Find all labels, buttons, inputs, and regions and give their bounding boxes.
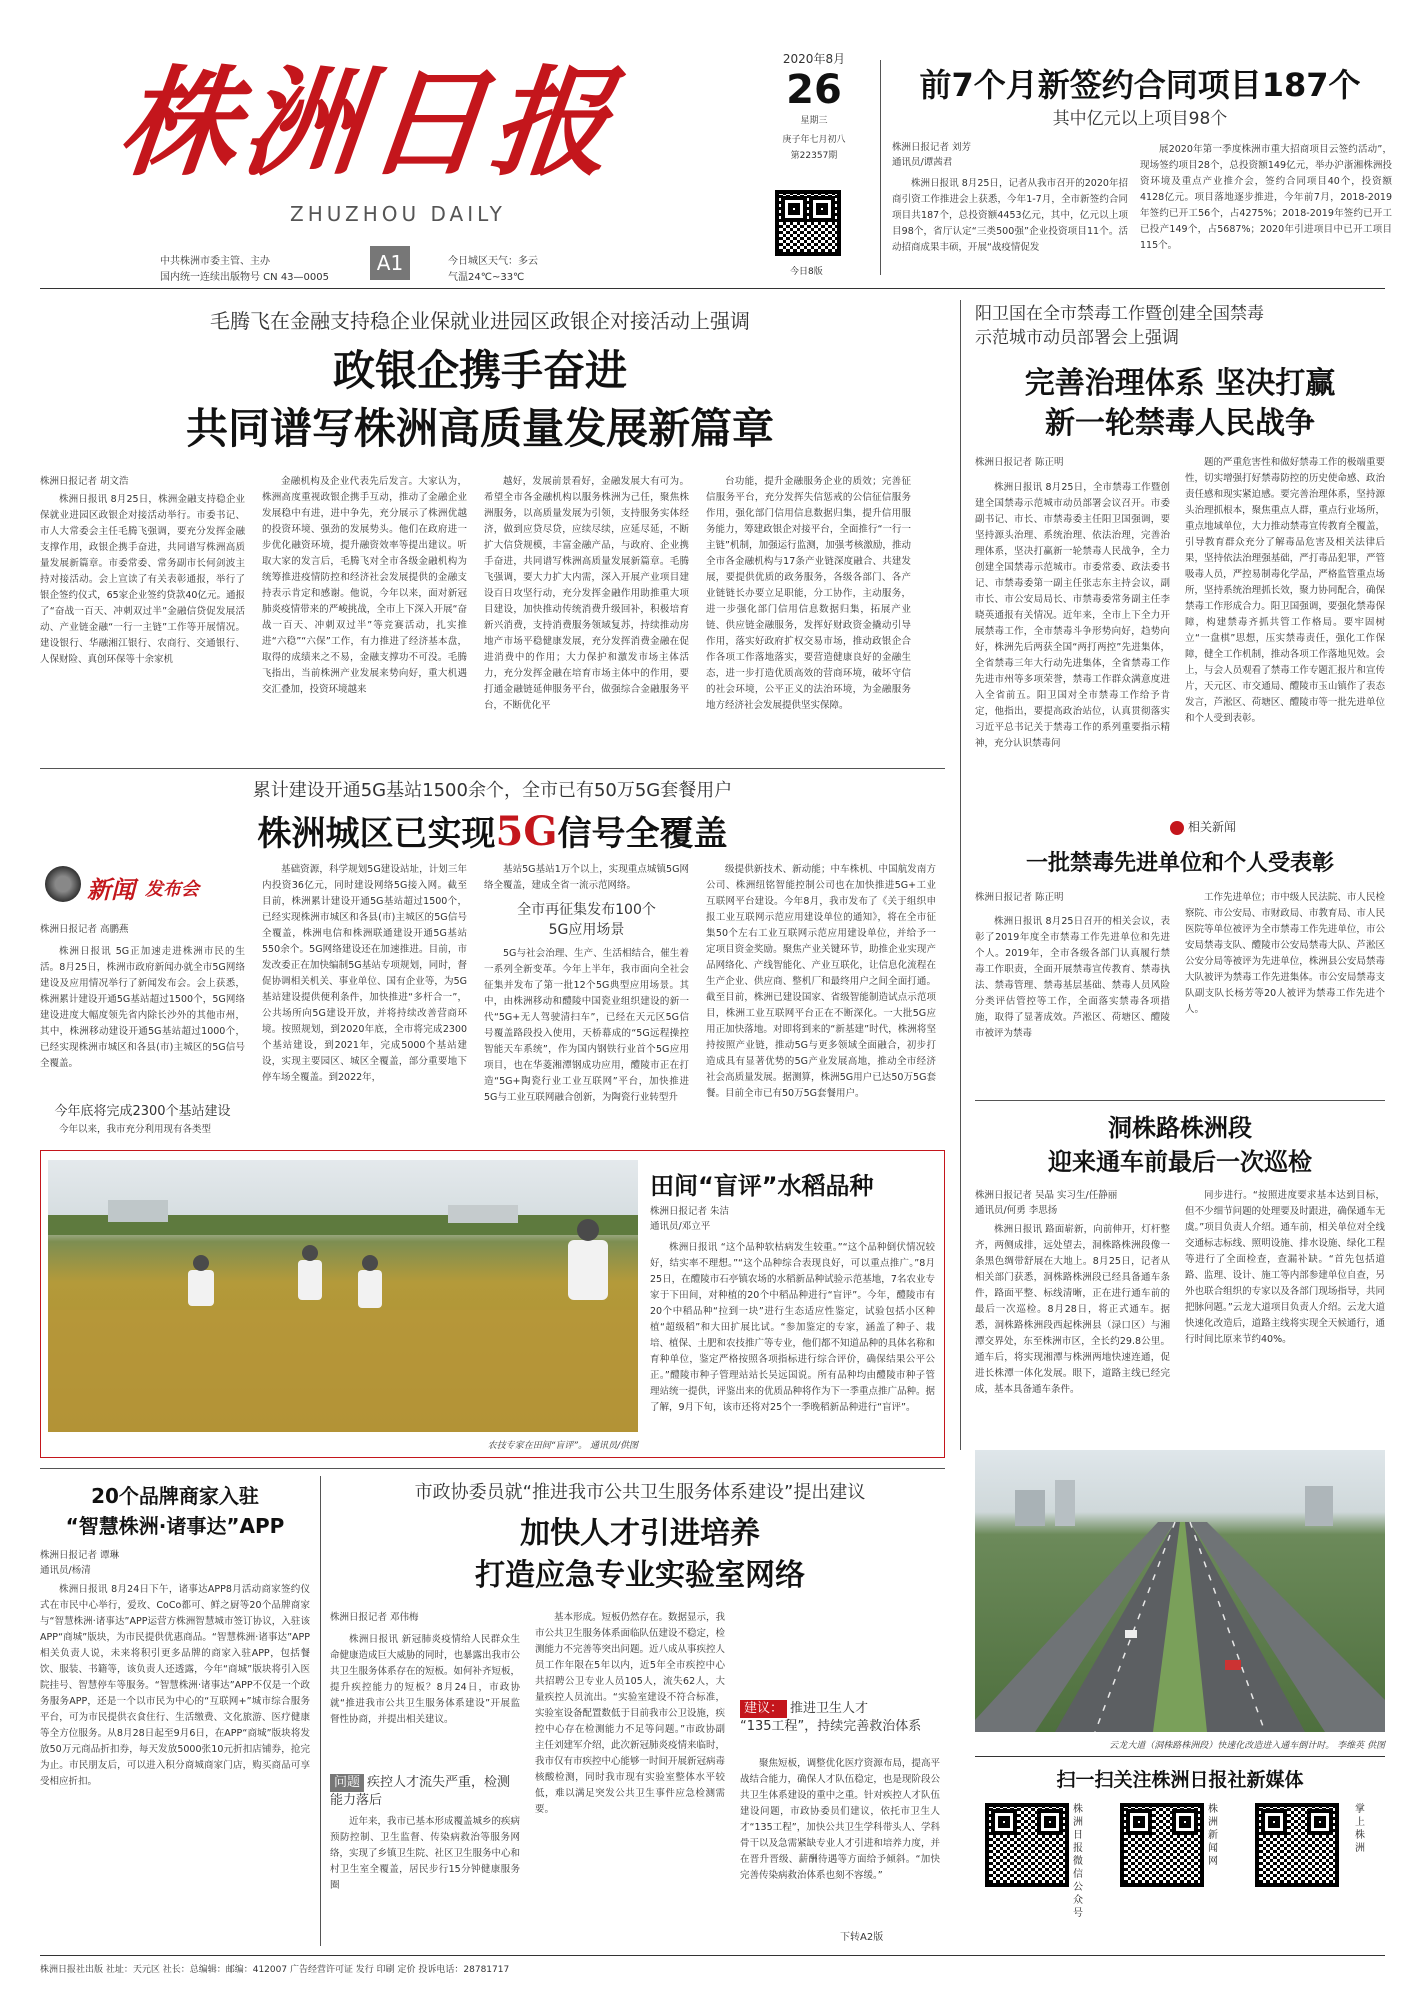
article7-byline: 株洲日报记者 邓伟梅 [330, 1612, 419, 1623]
social-label-3: 掌上株洲 [1355, 1804, 1365, 1854]
article6-title2: “智慧株洲·诸事达”APP [65, 1514, 285, 1538]
article2-col-1: 株洲日报讯 8月25日，全市禁毒工作暨创建全国禁毒示范城市动员部署会议召开。市委副书记、市长、市禁毒委主任阳卫国强调，要坚持源头治理、系统治理、依法治理，完善治理体系，坚决打赢新一轮禁毒人民战争，全力创建全国禁毒示范城市。市委常委、政法委书记、市禁毒委第一副主任张志东主持会议，副市长、市公安局局长、市禁毒委常务副主任李晓英通报有关情况。近年来，全市上下全力开展禁毒工作，全市禁毒斗争形势向好，趋势向好，株洲先后两获全国“两打两控”先进集体，全省禁毒三年大行动先进集体，全省禁毒工作先进市州等多项荣誉，禁毒工作群众满意度进入全省前五。阳卫国对全市禁毒工作给予肯定，他指出，要提高政治站位，认真贯彻落实习近平总书记关于禁毒工作的系列重要指示精神，充分认识禁毒问 [975, 482, 1170, 749]
article7-subhead-badge: 问题 [330, 1774, 364, 1792]
article7-col-2: 基本形成。短板仍然存在。数据显示，我市公共卫生服务体系面临队伍建设不稳定，检测能力不完善等突出问题。近八成从事疾控人员工作年限在5年以内，近5年全市疾控中心共招聘公卫专业人员105人，流失62人，大量疾控人员流出。“实验室建设不符合标准，实验室设备配置数低于目前我市公卫设施，疾控中心存在检测能力不足等问题。”市政协副主任刘建军介绍，此次新冠肺炎疫情来临时，我市仅有市疾控中心能够一时间开展新冠病毒核酸检测，同时我市现有实验室整体水平较低，难以满足突发公共卫生事件应急检测需要。 [535, 1612, 725, 1815]
article2-byline: 株洲日报记者 陈正明 [975, 457, 1064, 468]
related-col-1: 株洲日报讯 8月25日召开的相关会议，表彰了2019年度全市禁毒工作先进单位和先进个人。2019年，全市各级各部门认真履行禁毒工作职责，全面开展禁毒宣传教育、禁毒执法、禁毒管理、禁毒基层基础、禁毒人员风险分类评估管控等工作，全面落实禁毒各项措施，取得了显著成效。芦淞区、荷塘区、醴陵市被评为禁毒 [975, 916, 1170, 1039]
article7-subhead-2a: 推进卫生人才 [790, 1701, 869, 1716]
article4-byline-2: 通讯员/邓立平 [650, 1221, 711, 1232]
article3-kicker: 累计建设开通5G基站1500余个，全市已有50万5G套餐用户 [252, 780, 733, 801]
social-label-2: 株洲新闻网 [1208, 1804, 1218, 1867]
masthead-pinyin: ZHUZHOU DAILY [290, 202, 506, 226]
related-news-icon [1170, 821, 1184, 835]
article5-byline [975, 1188, 1117, 1218]
weather-line2: 气温24℃~33℃ [448, 272, 525, 283]
masthead-qr-code[interactable] [775, 190, 841, 256]
divider [40, 1468, 945, 1469]
press-logo-text: 新闻 [87, 876, 135, 904]
article5-col-1: 株洲日报讯 路面崭新，向前伸开，灯杆整齐，两侧成排，远处望去，洞株路株洲段像一条黑色绸带舒展在大地上。8月25日，记者从相关部门获悉，洞株路株洲段已经具备通车条件，路面平整、标线清晰，正在进行通车前的最后一次巡检。8月28日，将正式通车。据悉，洞株路株洲段西起株洲县（渌口区）与湘潭交界处，东至株洲市区，全长约29.8公里。通车后，将实现湘潭与株洲两地快速连通，促进长株潭一体化发展。眼下，道路主线已经完成，基本具备通车条件。 [975, 1224, 1170, 1395]
article3-subhead-2a: 全市再征集发布100个 [517, 902, 656, 918]
date-day: 26 [786, 67, 842, 113]
lead-byline-2: 通讯员/谭茜君 [892, 157, 953, 168]
article1-col-2: 金融机构及企业代表先后发言。大家认为，株洲高度重视政银企携手互动，推动了金融企业发展稳中有进，进中争先，充分展示了株洲优越的投资环境、强劲的发展势头。他们在政府进一步优化融资环境，提升融资效率等提出建议。听取大家的发言后，毛腾飞对全市各级金融机构为统筹推进疫情防控和经济社会发展提供的金融支持表示肯定和感谢。他说，今年以来，面对新冠肺炎疫情带来的严峻挑战，全市上下深入开展“奋战一百天、冲刺双过半”等竞赛活动，扎实推进“六稳”“六保”工作，有力推进了经济基本盘，取得的成绩来之不易，金融支撑功不可没。毛腾飞指出，当前株洲产业发展来势向好，重大机遇交汇叠加，投资环境越来 [262, 476, 467, 695]
article3-col-1b: 今年以来，我市充分利用现有各类型 [59, 1124, 212, 1135]
weather-line1: 今日城区天气：多云 [448, 256, 538, 267]
divider [320, 1476, 321, 1946]
article5-byline-1: 株洲日报记者 吴晶 实习生/任静丽 [975, 1190, 1118, 1201]
social-box [975, 1756, 1385, 1946]
article7-tag: 建议： [740, 1700, 787, 1718]
social-title: 扫一扫关注株洲日报社新媒体 [1056, 1769, 1304, 1791]
article3-col-4: 级提供新技术、新动能；中车株机、中国航发南方公司、株洲纽铭智能控制公司也在加快推进5G+工业互联网平台建设。今年8月，我市发布了《关于组织申报工业互联网示范应用建设单位的通知》，将在全市征集50个左右工业互联网示范应用建设单位，并给予一定项目资金奖励。聚焦产业关键环节，助推企业实现产品网络化、产线智能化、产业互联化，让信息化流程在生产企业、供应商、整机厂和最终用户之间全面打通。截至目前，株洲已建设国家、省级智能制造试点示范项目，株洲工业互联网平台正在不断深化。一大批5G应用正加快落地。对即将到来的“新基建”时代，株洲将坚持按照产业链，推动5G与更多领域全面融合，初步打造成具有显著优势的5G产业发展高地，推动全市经济社会高质量发展。据测算，株洲5G用户已达50万5G套餐。目前全市已有50万5G套餐用户。 [706, 864, 936, 1099]
article6-title1: 20个品牌商家入驻 [91, 1484, 259, 1508]
article3-subhead-2 [484, 900, 689, 940]
article1-byline: 株洲日报记者 胡文浩 [40, 476, 129, 487]
article4-byline [650, 1204, 729, 1234]
article7-subhead-1 [330, 1774, 520, 1810]
masthead-sponsor: 中共株洲市委主管、主办 [160, 256, 270, 267]
website-qr-code[interactable] [1120, 1803, 1204, 1887]
article2-kicker-2: 示范城市动员部署会上强调 [975, 328, 1179, 348]
masthead-cn: 国内统一连续出版物号 CN 43—0005 [160, 272, 329, 283]
article2-title2: 新一轮禁毒人民战争 [1045, 406, 1315, 441]
article1-title2: 共同谱写株洲高质量发展新篇章 [185, 404, 774, 453]
pages-today: 今日8版 [790, 267, 823, 277]
road-photo-svg [975, 1450, 1385, 1732]
masthead-title: 株洲日报 [112, 53, 624, 192]
article7-kicker: 市政协委员就“推进我市公共卫生服务体系建设”提出建议 [414, 1482, 866, 1503]
article4-byline-1: 株洲日报记者 朱洁 [650, 1206, 730, 1217]
article3-subhead-1: 今年底将完成2300个基站建设 [54, 1104, 231, 1119]
lead-col-1: 株洲日报讯 8月25日，记者从我市召开的2020年招商引资工作推进会上获悉，今年1-7月，全市新签约合同项目共187个，总投资额4453亿元，其中，亿元以上项目98个，省厅认定“三类500强”企业投资项目11个。活动招商成果丰硕，开展“战疫情促发 [892, 178, 1128, 253]
rice-photo-caption: 农技专家在田间“盲评”。 通讯员/供图 [487, 1441, 638, 1451]
road-photo-caption: 云龙大道（洞株路株洲段）快速化改造进入通车倒计时。 李维英 供图 [1109, 1741, 1385, 1751]
article3-col-3: 基站5G基站1万个以上，实现重点城镇5G网络全覆盖，建成全省一流示范网络。 [484, 864, 689, 891]
article3-col-2: 基础资源，科学规划5G建设站址，计划三年内投资36亿元，同时建设网络5G接入网。截至目前，株洲累计建设开通5G基站超过1500个，已经实现株洲市城区和各县(市)主城区的5G信号全覆盖，株洲电信和株洲联通建设开通5G基站550余个。5G网络建设还在加速推进。目前，市发改委正在加快编制5G基站专项规划，同时，督促协调相关机关、事业单位、国有企业等，为5G基站建设提供便利条件，加快推进“多杆合一”，公共场所向5G建设开放，并将持续改善营商环境。按照规划，到2020年底，全市将完成2300个基站建设，到2021年，完成5000个基站建设，实现主要园区、城区全覆盖，部分重要地下停车场全覆盖。到2022年， [262, 864, 467, 1083]
article2-title1: 完善治理体系 坚决打赢 [1024, 366, 1336, 401]
article6-byline [40, 1548, 119, 1578]
article3-title [40, 806, 945, 855]
article5-byline-2: 通讯员/何勇 李思扬 [975, 1205, 1058, 1216]
article2-kicker-1: 阳卫国在全市禁毒工作暨创建全国禁毒 [975, 304, 1264, 324]
article4-title: 田间“盲评”水稻品种 [650, 1172, 874, 1200]
article5-title2: 迎来通车前最后一次巡检 [1048, 1148, 1312, 1176]
related-col-2: 工作先进单位；市中级人民法院、市人民检察院、市公安局、市财政局、市教育局、市人民医院等单位被评为全市禁毒工作先进单位，市公安局禁毒支队、醴陵市公安局禁毒大队、芦淞区公安分局等被评为先进单位，株洲县公安局禁毒大队被评为禁毒工作先进集体。市公安局禁毒支队副支队长杨芳等20人被评为禁毒工作先进个人。 [1185, 892, 1385, 1015]
date-issue: 第22357期 [790, 151, 838, 161]
date-year-month: 2020年8月 [782, 52, 846, 66]
road-photo [975, 1450, 1385, 1732]
date-lunar: 庚子年七月初八 [782, 135, 846, 145]
article2-col-2: 题的严重危害性和做好禁毒工作的极端重要性，切实增强打好禁毒防控的历史使命感、政治责任感和现实紧迫感。要完善治理体系，坚持源头治理抓根本，聚焦重点人群，重点行业场所，重点地域单位，大力推动禁毒宣传教育全覆盖，引导教育群众充分了解毒品危害及相关法律后果，坚持依法治理强基础，严打毒品犯罪，严管吸毒人员，严控易制毒化学品，严格监管重点场所，坚持系统治理抓长效，聚力协同配合，确保禁毒工作形成合力。阳卫国强调，要强化禁毒保障，构建禁毒齐抓共管工作格局。要牢固树立“一盘棋”思想，压实禁毒责任，强化工作保障，健全工作机制，推动各项工作落地见效。会上，与会人员观看了禁毒工作专题汇报片和宣传片，天元区、市交通局、醴陵市玉山镇作了表态发言，芦淞区、荷塘区、醴陵市等一批先进单位和个人受到表彰。 [1185, 457, 1385, 724]
lead-col-2: 展2020年第一季度株洲市重大招商项目云签约活动”，现场签约项目28个，总投资额149亿元，举办沪浙湘株洲投资环境及重点产业推介会，签约合同项目40个，投资额4128亿元。项目落地逐步推进，今年前7月，2018-2019年签约已开工56个，占4275%；2018-2019年签约已开工已投产149个，占5687%；2020年引进项目中已开工项目115个。 [1140, 144, 1392, 251]
article6-byline-1: 株洲日报记者 谭琳 [40, 1550, 120, 1561]
lead-title: 前7个月新签约合同项目187个 [919, 66, 1361, 104]
lead-byline-1: 株洲日报记者 刘芳 [892, 142, 972, 153]
related-byline: 株洲日报记者 陈正明 [975, 892, 1064, 903]
continued-on[interactable]: 下转A2版 [840, 1932, 884, 1943]
article7-title2: 打造应急专业实验室网络 [475, 1558, 805, 1593]
date-box [760, 50, 868, 170]
footer-text: 株洲日报社出版 社址：天元区 社长：总编辑：邮编：412007 广告经营许可证 发行 印刷 定价 投诉电话：28781717 [40, 1965, 510, 1975]
related-news-label: 相关新闻 [1188, 820, 1237, 834]
divider [40, 768, 945, 769]
divider [960, 300, 961, 1450]
article1-title1: 政银企携手奋进 [332, 346, 627, 395]
app-qr-code[interactable] [1255, 1803, 1339, 1887]
divider [975, 1100, 1385, 1101]
article3-col-1: 株洲日报讯 5G正加速走进株洲市民的生活。8月25日，株洲市政府新闻办就全市5G网络建设及应用情况举行了新闻发布会。会上获悉，株洲累计建设开通5G基站超过1500个，5G网络建设进度大幅度领先省内除长沙外的其他市州，其中，株洲移动建设开通5G基站超过1000个，已经实现株洲市城区和各县(市)主城区的5G信号全覆盖。 [40, 946, 245, 1069]
wechat-qr-code[interactable] [985, 1803, 1069, 1887]
rice-photo-svg [48, 1160, 638, 1432]
article1-kicker: 毛腾飞在金融支持稳企业保就业进园区政银企对接活动上强调 [210, 309, 750, 333]
article7-subhead-2b: “135工程”，持续完善救治体系 [740, 1719, 922, 1734]
article7-subhead-1-text: 疾控人才流失严重，检测能力落后 [330, 1775, 511, 1808]
masthead-logo [112, 48, 680, 198]
masthead-rule [40, 288, 1385, 289]
article7-title1: 加快人才引进培养 [520, 1516, 760, 1551]
social-label-1: 株洲日报微信公众号 [1073, 1804, 1083, 1919]
article1-col-3: 越好，发展前景看好，金融发展大有可为。希望全市各金融机构以服务株洲为己任，聚焦株洲服务，以高质量发展为引领，支持服务实体经济，做到应贷尽贷，应续尽续，应延尽延，不断扩大信贷规模，丰富金融产品，与政府、企业携手奋进，共同谱写株洲高质量发展新篇章。毛腾飞强调，要大力扩大内需，深入开展产业项目建设百日攻坚行动，充分发挥金融作用助推重大项目建设，加快推动传统消费升级回补，积极培育新兴消费，支持消费服务领域复苏，持续推动房地产市场平稳健康发展，充分发挥消费金融在促进消费中的作用；大力保护和激发市场主体活力，充分发挥金融在培育市场主体中的作用，要打通金融链延伸服务平台，做强综合金融服务平台，不断优化平 [484, 476, 689, 711]
article3-title-5g: 5G [495, 808, 558, 855]
article3-subhead-2b: 5G应用场景 [548, 922, 625, 938]
date-weekday: 星期三 [800, 116, 828, 126]
article6-body: 株洲日报讯 8月24日下午，诸事达APP8月活动商家签约仪式在市民中心举行，爱玫、CoCo都可、鲜之厨等20个品牌商家与“智慧株洲·诸事达”APP运营方株洲智慧城市签订协议，入驻该APP“商城”版块，为市民提供优惠商品。“智慧株洲·诸事达”APP相关负责人说，未来将积引更多品牌的商家入驻APP，包括餐饮、服装、书籍等，该负责人还透露，今年“商城”版块将引入医院挂号、智慧停车等服务。“智慧株洲·诸事达”APP不仅是一个政务服务APP，还是一个以市民为中心的“互联网+”城市综合服务平台，可为市民提供衣食住行、生活缴费、文化旅游、医疗健康等全方位服务。从8月28日起至9月6日，在APP“商城”版块将发放50万元商品折扣券，每天发放5000张10元折扣店铺券，抢完为止。市民朋友后，可以进入积分商城商家门店，购买商品可享受相应折扣。 [40, 1584, 310, 1787]
lead-subtitle: 其中亿元以上项目98个 [1052, 109, 1228, 129]
article5-title: 洞株路株洲段 [1108, 1114, 1252, 1142]
article7-subhead-2 [740, 1700, 940, 1736]
rice-photo [48, 1160, 638, 1432]
article6-byline-2: 通讯员/杨清 [40, 1565, 91, 1576]
article5-col-2: 同步进行。“按照进度要求基本达到目标，但不少细节问题的处理要及时跟进，确保通车无虞。”项目负责人介绍。通车前，相关单位对全线交通标志标线、照明设施、排水设施、绿化工程等进行了全面检查，查漏补缺。“首先包括道路、监理、设计、施工等内部参建单位自查，另外也联合组织的专家以及各部门现场指导，共同把脉问题。”云龙大道项目负责人介绍。云龙大道快速化改造后，道路主线将实现全天候通行，通行时间比原来节约40%。 [1185, 1190, 1385, 1345]
article4-body: 株洲日报讯 “这个品种软枯病发生较重。”“这个品种倒伏情况较好，结实率不理想。”“这个品种综合表现良好，可以重点推广。”8月25日，在醴陵市石亭镇农场的水稻新品种试验示范基地，7名农业专家于下田间，对种植的20个中稻品种进行“盲评”。今年，醴陵市有20个中稻品种“拉到一块”进行生态适应性鉴定，试验包括小区种植“超级稻”和大田扩展比试。“参加鉴定的专家，涵盖了种子、栽培、植保、土肥和农技推广等专业，他们都不知道品种的具体名称和育种单位，鉴定严格按照各项指标进行综合评价，确保结果公平公正。”醴陵市种子管理站站长吴远国说。所有品种均由醴陵市种子管理站统一提供，评鉴出来的优质品种将作为下一季重点推广品种。据了解，9月下旬，该市还将对25个一季晚稻新品种进行“盲评”。 [650, 1242, 935, 1413]
press-conference-logo [45, 862, 240, 910]
article1-col-1: 株洲日报讯 8月25日，株洲金融支持稳企业保就业进园区政银企对接活动举行。市委书记、市人大常委会主任毛腾飞强调，要充分发挥金融支撑作用，政银企携手奋进，共同谱写株洲高质量发展新篇章。市委常委、常务副市长何剑波主持对接活动。会上宣读了有关表彰通报，举行了银企签约仪式，65家企业签约贷款40亿元。通报了“奋战一百天、冲刺双过半”金融信贷促发展活动、产业链金融“一行一主链”工作等开展情况。建设银行、华融湘江银行、农商行、交通银行、人保财险、真创环保等十余家机 [40, 494, 245, 665]
footer-rule [40, 1955, 1385, 1956]
article7-col-1: 株洲日报讯 新冠肺炎疫情给人民群众生命健康造成巨大威胁的同时，也暴露出我市公共卫生服务体系存在的短板。如何补齐短板，提升疾控能力的短板？8月24日，市政协就“推进我市公共卫生服务体系建设”开展监督性协商，并提出相关建议。 [330, 1634, 520, 1725]
article3-title-pre: 株洲城区已实现 [257, 814, 496, 854]
article1-col-4: 台功能，提升金融服务企业的质效；完善征信服务平台，充分发挥失信惩戒的公信征信服务作用，强化部门信用信息数据归集，提升信用服务能力，筹建政银企对接平台，全面推行“一行一主链”机制，加强运行监测，加强考核激励，推动全市各金融机构与17条产业链深度融合、共建发展，要提供优质的政务服务，各级各部门、各产业链链长办要立足职能，分工协作，主动服务，进一步强化部门信用信息数据归集，拓展产业链、供应链金融服务，发挥好财政资金撬动引导作用，落实好政府扩权交易市场，推动政银企合作各项工作落地落实，要营造健康良好的金融生态，进一步打造优质高效的营商环境，破坏守信的社会环境，公平正义的法治环境，为金融服务地方经济社会发展提供坚实保障。 [706, 476, 911, 711]
microphone-icon [45, 866, 81, 902]
page-number [370, 246, 410, 280]
article3-byline: 株洲日报记者 高鹏燕 [40, 924, 129, 935]
article2-kicker [975, 302, 1385, 350]
article7-col-3: 聚焦短板，调整优化医疗资源布局，提高平战结合能力，确保人才队伍稳定，也是现阶段公共卫生体系建设的重中之重。针对疾控人才队伍建设问题，市政协委员们建议，依托市卫生人才“135工程”，加快公共卫生学科带头人、学科骨干以及急需紧缺专业人才引进和培养力度，并在晋升晋级、薪酬待遇等方面给予倾斜。“加快完善传染病救治体系也刻不容缓。” [740, 1758, 940, 1881]
article7-col-1b: 近年来，我市已基本形成覆盖城乡的疾病预防控制、卫生监督、传染病救治等服务网络，实现了乡镇卫生院、社区卫生服务中心和村卫生室全覆盖，居民步行15分钟健康服务圈 [330, 1816, 520, 1891]
press-logo-sub: 发布会 [145, 879, 199, 900]
related-title: 一批禁毒先进单位和个人受表彰 [1025, 851, 1334, 876]
page-number-text: A1 [376, 251, 404, 275]
article7-col-3-top [740, 1610, 940, 1640]
lead-byline [892, 140, 971, 170]
article3-col-3b: 5G与社会治理、生产、生活相结合，催生着一系列全新变革。今年上半年，我市面向全社会征集并发布了第一批12个5G典型应用场景。其中，由株洲移动和醴陵中国瓷业组织建设的新一代“5G+无人驾驶清扫车”，已经在天元区5G信号覆盖路段投入使用，天桥幕成的“5G远程操控智能天车系统”，作为国内钢铁行业首个5G应用项目，也在华菱湘潭钢成功应用，醴陵市正在打造“5G+陶瓷行业工业互联网”平台，加快推进5G与工业互联网融合创新，为陶瓷行业转型升 [484, 948, 689, 1103]
article3-title-post: 信号全覆盖 [557, 814, 728, 854]
related-news-tag [1170, 818, 1236, 835]
